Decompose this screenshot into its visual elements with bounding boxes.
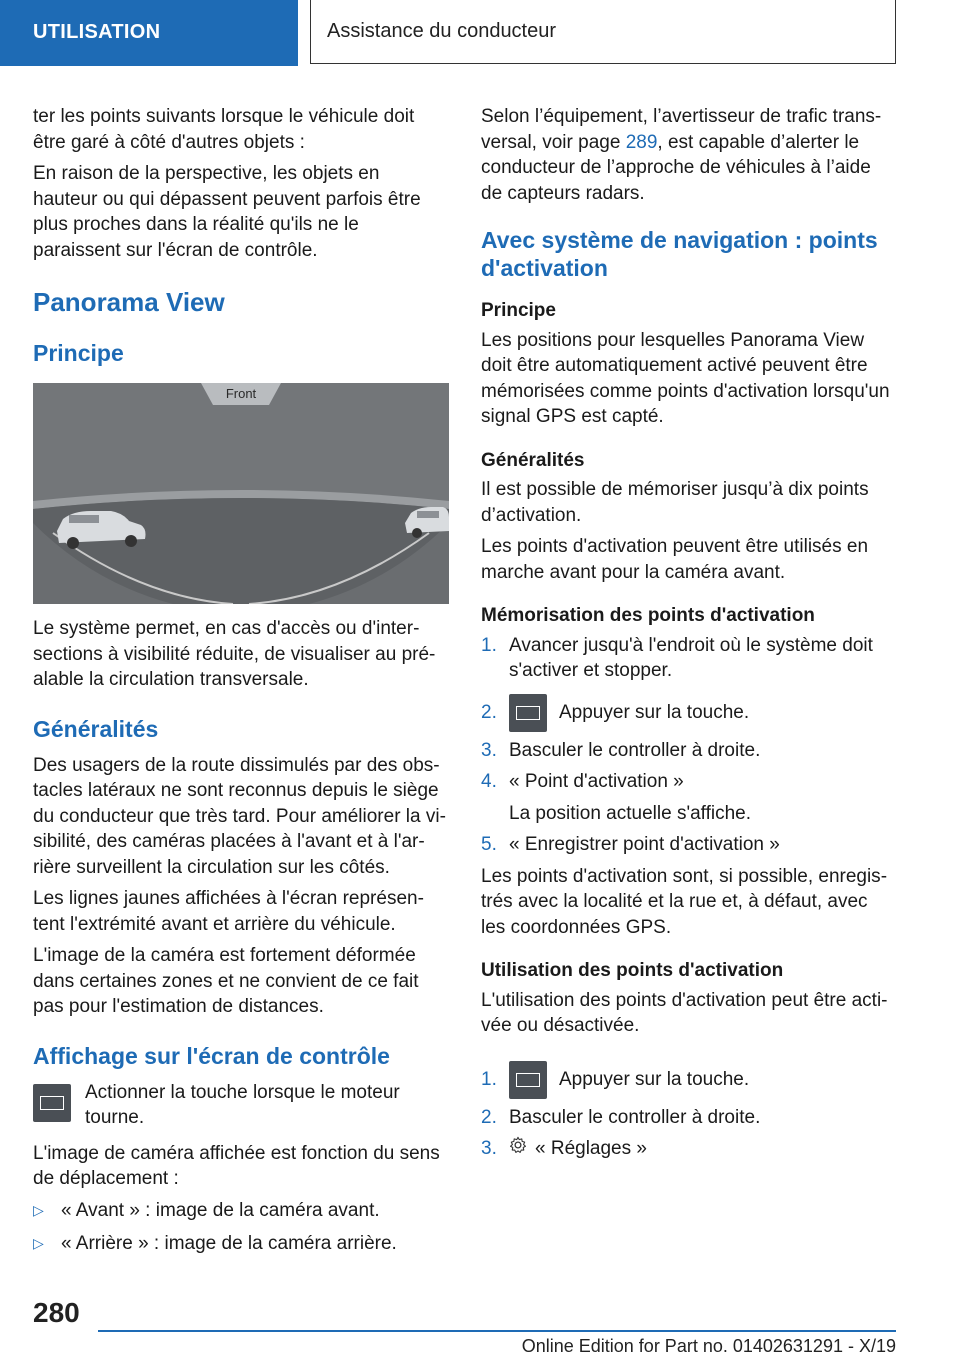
list-item: 3. Basculer le controller à droite.	[481, 739, 761, 761]
triangle-bullet-icon: ▷	[33, 1235, 44, 1251]
paragraph: Des usagers de la route dissimulés par des obstacles latéraux ne sont reconnus depuis le siège du conducteur que très tard. Pour améliorer la visibilité, des caméras placées à l'avant et à l'arrière surveillent la circulation sur les côtés.	[33, 754, 446, 878]
page-header	[0, 0, 960, 66]
heading-principe: Principe	[481, 300, 556, 321]
paragraph: L'image de la caméra est fortement déformée dans certaines zones et ne convient de ce fait pas pour l'estimation de distances.	[33, 945, 419, 1017]
list-item: ▷ « Arrière » : image de la caméra arrière.	[33, 1231, 449, 1257]
paragraph: Le système permet, en cas d'accès ou d'intersections à visibilité réduite, de visualiser au préalable la circulation transversale.	[33, 618, 436, 690]
paragraph: Selon l’équipement, l’avertisseur de trafic transversal, voir page 289, est capable d’alerter le conducteur de l’approche de véhicules à l’aide de capteurs radars.	[481, 106, 882, 204]
heading-generalites: Généralités	[481, 449, 585, 471]
camera-button-icon	[509, 1061, 547, 1099]
heading-memorisation: Mémorisation des points d'activation	[481, 605, 815, 626]
list-item: 2. Basculer le controller à droite.	[481, 1106, 761, 1128]
paragraph: Les points d'activation peuvent être utilisés en marche avant pour la caméra avant.	[481, 536, 869, 583]
paragraph: Les positions pour lesquelles Panorama View doit être automatiquement activé peuvent être mémorisées comme points d'activation lorsqu'un signal GPS est capté.	[481, 329, 890, 427]
list-item: 1. Appuyer sur la touche.	[481, 1061, 897, 1099]
paragraph: Il est possible de mémoriser jusqu’à dix points d’activation.	[481, 479, 869, 526]
paragraph: En raison de la perspective, les objets en hauteur ou qui dépassent peuvent parfois être plus proches dans la réalité qu'ils ne le paraissent sur l'écran de contrôle.	[33, 163, 421, 261]
paragraph: Les points d'activation sont, si possible, enregistrés avec la localité et la rue et, à défaut, avec les coordonnées GPS.	[481, 865, 888, 938]
footer-divider	[98, 1330, 896, 1332]
right-column	[481, 104, 897, 1168]
gear-icon	[509, 1136, 527, 1154]
camera-button-icon	[509, 694, 547, 732]
page-number: 280	[33, 1297, 80, 1328]
edition-note: Online Edition for Part no. 01402631291 - X/19	[521, 1336, 896, 1356]
chapter-tab: Assistance du conducteur	[310, 0, 896, 64]
camera-button-icon	[33, 1084, 71, 1122]
paragraph: L'utilisation des points d'activation peut être activée ou désactivée.	[481, 989, 888, 1036]
section-tab: UTILISATION	[0, 0, 298, 66]
heading-principe: Principe	[33, 340, 124, 366]
list-item: ▷ « Avant » : image de la caméra avant.	[33, 1198, 449, 1224]
paragraph: Actionner la touche lorsque le moteur tourne.	[85, 1081, 400, 1128]
camera-scene-illustration	[33, 383, 449, 604]
heading-panorama-view: Panorama View	[33, 287, 225, 317]
page-link[interactable]: 289	[625, 131, 658, 153]
actionner-instruction	[33, 1080, 449, 1131]
list-item: 2. Appuyer sur la touche.	[481, 694, 897, 732]
list-item: 4. « Point d'activation »	[481, 771, 684, 792]
list-item: 5. « Enregistrer point d'activation »	[481, 834, 780, 855]
list-item: 3. « Réglages »	[481, 1138, 647, 1159]
paragraph: Les lignes jaunes affichées à l'écran représentent l'extrémité avant et arrière du véhicule.	[33, 888, 424, 935]
camera-view-image	[33, 383, 449, 604]
heading-utilisation: Utilisation des points d'activation	[481, 960, 784, 981]
paragraph: ter les points suivants lorsque le véhicule doit être garé à côté d'autres objets :	[33, 106, 415, 153]
triangle-bullet-icon: ▷	[33, 1201, 44, 1218]
list-item: 1. Avancer jusqu'à l'endroit où le système doit s'activer et stopper.	[481, 634, 873, 681]
paragraph: L'image de caméra affichée est fonction du sens de déplacement :	[33, 1142, 440, 1189]
paragraph: La position actuelle s'affiche.	[509, 802, 751, 824]
heading-navigation-points: Avec système de navigation : points d'activation	[481, 227, 878, 281]
left-column	[33, 104, 449, 1265]
front-label: Front	[225, 386, 257, 401]
heading-affichage: Affichage sur l'écran de contrôle	[33, 1042, 390, 1069]
heading-generalites: Généralités	[33, 715, 159, 742]
